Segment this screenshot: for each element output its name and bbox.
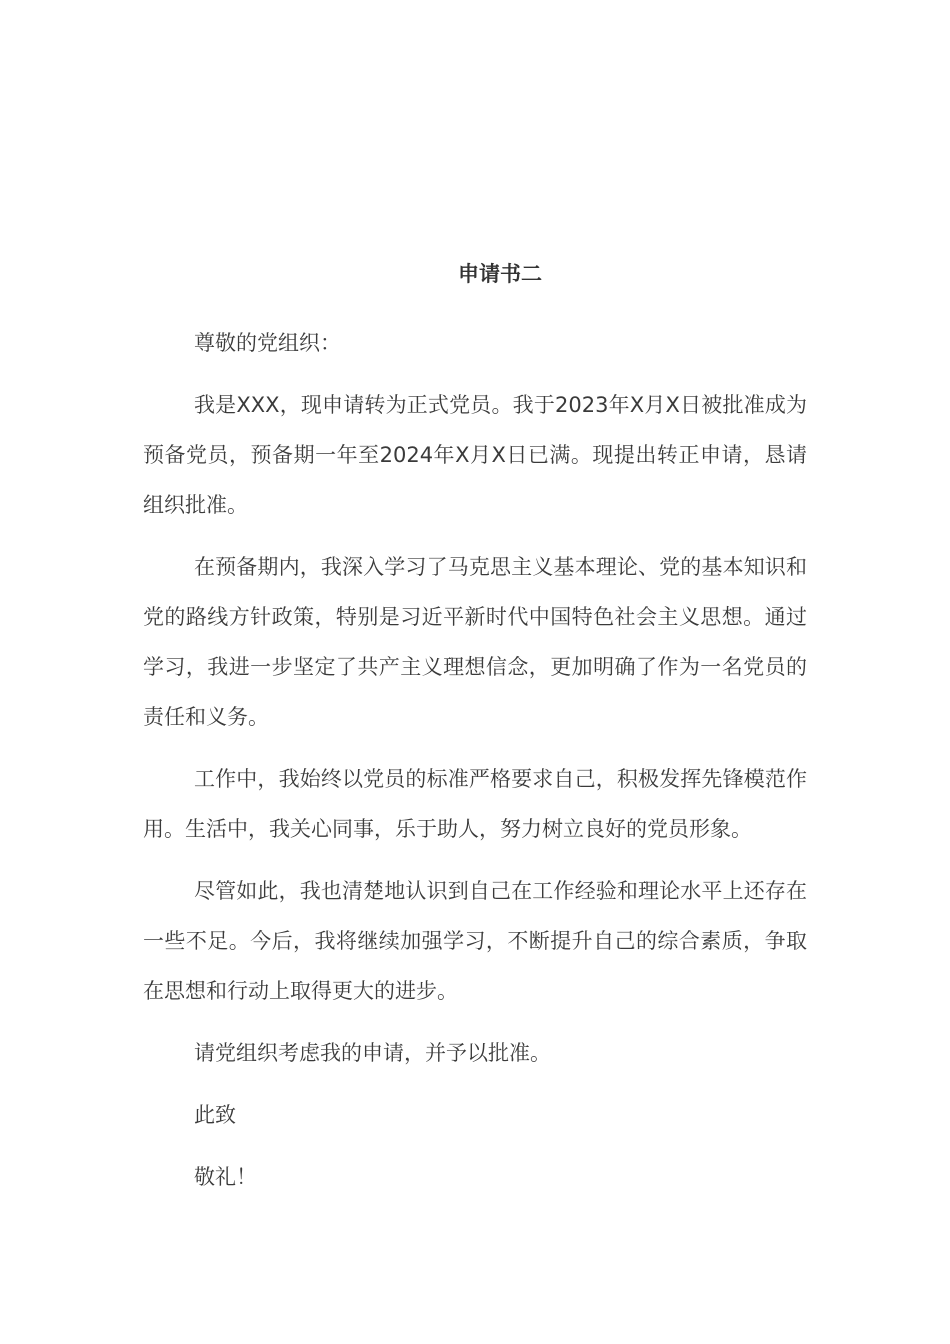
paragraph-work: 工作中，我始终以党员的标准严格要求自己，积极发挥先锋模范作用。生活中，我关心同事，乐于助人，努力树立良好的党员形象。 xyxy=(143,767,807,841)
paragraph-intro: 我是XXX，现申请转为正式党员。我于2023年X月X日被批准成为预备党员，预备期一年至2024年X月X日已满。现提出转正申请，恳请组织批准。 xyxy=(143,393,807,517)
document-body xyxy=(143,318,807,1214)
closing-jingli: 敬礼！ xyxy=(194,1165,257,1189)
document-title: 申请书二 xyxy=(458,262,542,286)
paragraph-study: 在预备期内，我深入学习了马克思主义基本理论、党的基本知识和党的路线方针政策，特别是习近平新时代中国特色社会主义思想。通过学习，我进一步坚定了共产主义理想信念，更加明确了作为一名党员的责任和义务。 xyxy=(143,555,807,729)
paragraph-shortcomings: 尽管如此，我也清楚地认识到自己在工作经验和理论水平上还存在一些不足。今后，我将继续加强学习，不断提升自己的综合素质，争取在思想和行动上取得更大的进步。 xyxy=(143,879,807,1003)
closing-cizhi: 此致 xyxy=(194,1103,236,1127)
paragraph-request: 请党组织考虑我的申请，并予以批准。 xyxy=(194,1041,551,1065)
salutation: 尊敬的党组织： xyxy=(194,331,341,355)
